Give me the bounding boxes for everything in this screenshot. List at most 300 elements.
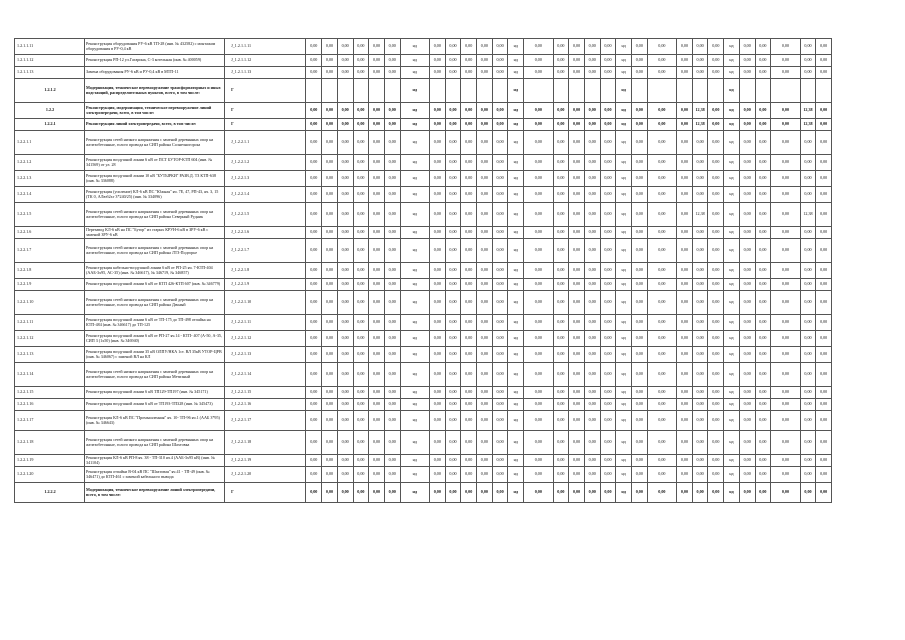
value-cell: 0,00 bbox=[553, 103, 569, 119]
project-name: Реконструкция воздушной линии 6 кВ от ТП-175 до ТП-498 отпайка на КТП-484 (инв. № 346617) до ТП-125 bbox=[85, 315, 225, 331]
value-cell: 0,00 bbox=[771, 399, 800, 411]
value-cell: 0,00 bbox=[647, 455, 676, 467]
value-cell: 0,00 bbox=[445, 171, 461, 187]
value-cell: 0,00 bbox=[429, 483, 445, 503]
value-cell: 0,00 bbox=[553, 131, 569, 155]
value-cell: нд bbox=[400, 455, 429, 467]
value-cell: 0,00 bbox=[816, 455, 832, 467]
table-row bbox=[15, 483, 895, 503]
value-cell: 0,00 bbox=[384, 399, 400, 411]
value-cell: 0,00 bbox=[816, 483, 832, 503]
value-cell: 0,00 bbox=[353, 131, 369, 155]
project-name: Реконструкция сетей низкого напряжения с заменой деревянных опор на железобетонные, голого провода на СИП района ЛТЗ-Подгорье bbox=[85, 239, 225, 263]
value-cell: 0,00 bbox=[584, 227, 600, 239]
value-cell: 0,00 bbox=[353, 483, 369, 503]
value-cell: 0,00 bbox=[647, 279, 676, 291]
row-number: 1.2.2 bbox=[15, 103, 85, 119]
value-cell: 0,00 bbox=[677, 187, 693, 203]
project-name: Модернизация, техническое перевооружение линий электропередачи, всего, в том числе: bbox=[85, 483, 225, 503]
value-cell: нд bbox=[508, 291, 524, 315]
value-cell: 0,00 bbox=[384, 227, 400, 239]
value-cell: 0,00 bbox=[569, 483, 585, 503]
value-cell: 0,00 bbox=[755, 331, 771, 347]
value-cell: нд bbox=[508, 239, 524, 263]
table-row bbox=[15, 455, 895, 467]
project-code: J_1.2.2.1.12 bbox=[225, 331, 306, 347]
project-code: J_1.2.1.1.12 bbox=[225, 55, 306, 67]
value-cell: нд bbox=[724, 399, 740, 411]
value-cell: 0,00 bbox=[677, 455, 693, 467]
project-name: Замена оборудования РУ-6 кВ и РУ-0,4 кВ в МТП-11 bbox=[85, 67, 225, 79]
value-cell: 0,00 bbox=[816, 363, 832, 387]
value-cell: 0,00 bbox=[816, 67, 832, 79]
project-name: Реконструкция линий электропередачи, всего, в том числе: bbox=[85, 119, 225, 131]
value-cell: 0,00 bbox=[322, 203, 338, 227]
value-cell bbox=[631, 79, 647, 103]
value-cell: 0,00 bbox=[647, 67, 676, 79]
value-cell: 0,00 bbox=[739, 103, 755, 119]
project-name: Реконструкция сетей низкого напряжения с заменой деревянных опор на железобетонные, голого провода на СИП района Шахтовка bbox=[85, 431, 225, 455]
value-cell: 0,00 bbox=[816, 431, 832, 455]
value-cell: 0,00 bbox=[492, 399, 508, 411]
value-cell: нд bbox=[400, 79, 429, 103]
row-number: 1.2.2.1.4 bbox=[15, 187, 85, 203]
value-cell: 0,00 bbox=[677, 67, 693, 79]
project-code: J_1.2.2.1.3 bbox=[225, 171, 306, 187]
project-name: Реконструкция сетей низкого напряжения с заменой деревянных опор на железобетонные, голого провода на СИП района Солнечногорска bbox=[85, 131, 225, 155]
row-number: 1.2.1.1.13 bbox=[15, 67, 85, 79]
value-cell: 0,00 bbox=[524, 399, 553, 411]
value-cell: 0,00 bbox=[647, 55, 676, 67]
value-cell: нд bbox=[616, 227, 632, 239]
value-cell: нд bbox=[616, 279, 632, 291]
value-cell: нд bbox=[508, 227, 524, 239]
value-cell: 0,00 bbox=[739, 39, 755, 55]
value-cell: нд bbox=[616, 79, 632, 103]
value-cell: 0,00 bbox=[677, 315, 693, 331]
table-row bbox=[15, 399, 895, 411]
value-cell: 0,00 bbox=[631, 171, 647, 187]
value-cell: 0,00 bbox=[755, 455, 771, 467]
value-cell: 0,00 bbox=[353, 55, 369, 67]
value-cell: 0,00 bbox=[755, 203, 771, 227]
table-row bbox=[15, 279, 895, 291]
value-cell: 0,00 bbox=[445, 119, 461, 131]
value-cell: 0,00 bbox=[369, 131, 385, 155]
value-cell: 0,00 bbox=[353, 291, 369, 315]
value-cell: 0,00 bbox=[584, 203, 600, 227]
value-cell: нд bbox=[508, 67, 524, 79]
project-code: Г bbox=[225, 483, 306, 503]
value-cell: 0,00 bbox=[771, 171, 800, 187]
value-cell: 0,00 bbox=[677, 55, 693, 67]
value-cell: 0,00 bbox=[337, 103, 353, 119]
value-cell: 0,00 bbox=[384, 39, 400, 55]
value-cell: нд bbox=[400, 171, 429, 187]
value-cell: нд bbox=[616, 171, 632, 187]
value-cell: 0,00 bbox=[461, 203, 477, 227]
row-number: 1.2.2.1.20 bbox=[15, 467, 85, 483]
value-cell: нд bbox=[400, 431, 429, 455]
value-cell: 0,00 bbox=[771, 227, 800, 239]
table-row bbox=[15, 55, 895, 67]
value-cell: 0,00 bbox=[429, 347, 445, 363]
value-cell: нд bbox=[616, 363, 632, 387]
value-cell: 0,00 bbox=[677, 291, 693, 315]
value-cell: 0,00 bbox=[755, 131, 771, 155]
value-cell: 0,00 bbox=[677, 431, 693, 455]
value-cell: нд bbox=[508, 171, 524, 187]
project-name: Реконструкция кабельно-воздушной линии 6 кВ от РП-25 яч. 7-КТП-404 (ААБ-3х95, АС-35) (инв. № 346617), № 346719, № 346857) bbox=[85, 263, 225, 279]
value-cell: 0,00 bbox=[708, 227, 724, 239]
value-cell: 0,00 bbox=[322, 279, 338, 291]
value-cell: 0,00 bbox=[800, 431, 816, 455]
value-cell: 0,00 bbox=[429, 227, 445, 239]
value-cell bbox=[461, 79, 477, 103]
value-cell: 0,00 bbox=[816, 103, 832, 119]
value-cell: 0,00 bbox=[631, 239, 647, 263]
value-cell: 0,00 bbox=[771, 411, 800, 431]
value-cell: 0,00 bbox=[353, 103, 369, 119]
value-cell: 0,00 bbox=[524, 467, 553, 483]
value-cell: 0,00 bbox=[369, 55, 385, 67]
value-cell: 0,00 bbox=[631, 455, 647, 467]
value-cell: 0,00 bbox=[353, 431, 369, 455]
value-cell: 0,00 bbox=[569, 119, 585, 131]
value-cell: 0,00 bbox=[461, 467, 477, 483]
value-cell: 0,00 bbox=[800, 399, 816, 411]
value-cell: 0,00 bbox=[306, 239, 322, 263]
value-cell: 0,00 bbox=[461, 387, 477, 399]
value-cell: 0,00 bbox=[337, 387, 353, 399]
value-cell: 0,00 bbox=[771, 387, 800, 399]
value-cell: 0,00 bbox=[692, 55, 708, 67]
value-cell: нд bbox=[400, 291, 429, 315]
value-cell: нд bbox=[616, 483, 632, 503]
value-cell: 0,00 bbox=[461, 331, 477, 347]
value-cell: 0,00 bbox=[647, 203, 676, 227]
value-cell: 0,00 bbox=[353, 155, 369, 171]
value-cell: 0,00 bbox=[708, 131, 724, 155]
value-cell: 0,00 bbox=[445, 483, 461, 503]
row-number: 1.2.2.1.12 bbox=[15, 331, 85, 347]
value-cell: 0,00 bbox=[692, 399, 708, 411]
value-cell: 0,00 bbox=[569, 171, 585, 187]
value-cell: 0,00 bbox=[524, 187, 553, 203]
table-row bbox=[15, 315, 895, 331]
value-cell: 0,00 bbox=[429, 331, 445, 347]
value-cell: 0,00 bbox=[369, 387, 385, 399]
value-cell: 0,00 bbox=[800, 455, 816, 467]
value-cell: 0,00 bbox=[755, 467, 771, 483]
value-cell: 0,00 bbox=[631, 363, 647, 387]
value-cell: 0,00 bbox=[306, 187, 322, 203]
value-cell: 0,00 bbox=[445, 411, 461, 431]
value-cell: 0,00 bbox=[692, 467, 708, 483]
project-code: J_1.2.2.1.1 bbox=[225, 131, 306, 155]
value-cell: нд bbox=[400, 55, 429, 67]
value-cell: 0,00 bbox=[429, 291, 445, 315]
value-cell: нд bbox=[508, 431, 524, 455]
value-cell: 0,00 bbox=[445, 227, 461, 239]
value-cell: 0,00 bbox=[692, 363, 708, 387]
value-cell: 0,00 bbox=[631, 399, 647, 411]
value-cell: 0,00 bbox=[600, 119, 616, 131]
value-cell: 0,00 bbox=[337, 131, 353, 155]
value-cell: нд bbox=[616, 67, 632, 79]
value-cell: 0,00 bbox=[353, 39, 369, 55]
value-cell: 0,00 bbox=[739, 455, 755, 467]
value-cell: нд bbox=[508, 39, 524, 55]
value-cell: 0,00 bbox=[353, 119, 369, 131]
value-cell: 0,00 bbox=[384, 131, 400, 155]
value-cell: 0,00 bbox=[306, 131, 322, 155]
value-cell: 0,00 bbox=[306, 347, 322, 363]
value-cell: 0,00 bbox=[337, 227, 353, 239]
value-cell: нд bbox=[616, 387, 632, 399]
value-cell bbox=[369, 79, 385, 103]
value-cell: 0,00 bbox=[322, 119, 338, 131]
value-cell: 12,38 bbox=[692, 103, 708, 119]
value-cell: 0,00 bbox=[369, 39, 385, 55]
value-cell: 0,00 bbox=[445, 467, 461, 483]
value-cell: 0,00 bbox=[677, 411, 693, 431]
value-cell: 0,00 bbox=[600, 203, 616, 227]
value-cell: 0,00 bbox=[445, 315, 461, 331]
value-cell: 0,00 bbox=[800, 67, 816, 79]
value-cell: 0,00 bbox=[337, 171, 353, 187]
value-cell: 0,00 bbox=[771, 347, 800, 363]
value-cell: 0,00 bbox=[771, 455, 800, 467]
row-number: 1.2.2.1.14 bbox=[15, 363, 85, 387]
value-cell: 0,00 bbox=[755, 291, 771, 315]
value-cell: 0,00 bbox=[445, 331, 461, 347]
value-cell: нд bbox=[616, 39, 632, 55]
value-cell: 0,00 bbox=[800, 291, 816, 315]
value-cell: нд bbox=[724, 155, 740, 171]
value-cell: нд bbox=[724, 279, 740, 291]
value-cell: 0,00 bbox=[708, 363, 724, 387]
value-cell: 0,00 bbox=[461, 315, 477, 331]
value-cell: 0,00 bbox=[569, 155, 585, 171]
value-cell: 0,00 bbox=[337, 279, 353, 291]
value-cell: 0,00 bbox=[800, 39, 816, 55]
value-cell: нд bbox=[616, 187, 632, 203]
value-cell: 0,00 bbox=[739, 279, 755, 291]
value-cell: нд bbox=[616, 155, 632, 171]
value-cell: 0,00 bbox=[492, 119, 508, 131]
value-cell bbox=[429, 79, 445, 103]
value-cell: 0,00 bbox=[677, 131, 693, 155]
value-cell: 0,00 bbox=[677, 483, 693, 503]
value-cell: 0,00 bbox=[445, 239, 461, 263]
value-cell: 0,00 bbox=[800, 363, 816, 387]
value-cell: 0,00 bbox=[492, 279, 508, 291]
value-cell: 0,00 bbox=[631, 431, 647, 455]
value-cell: 0,00 bbox=[771, 203, 800, 227]
row-number: 1.2.2.1.19 bbox=[15, 455, 85, 467]
project-name: Реконструкция отпайки В-04 кВ ПС "Шахтовая" яч.41 - ТП-49 (инв. № 346471) до КТП-461 с заменой кабельного вывода bbox=[85, 467, 225, 483]
value-cell: 0,00 bbox=[739, 483, 755, 503]
value-cell: 0,00 bbox=[600, 387, 616, 399]
value-cell: 0,00 bbox=[322, 315, 338, 331]
value-cell: 0,00 bbox=[816, 315, 832, 331]
project-code: J_1.2.2.1.10 bbox=[225, 291, 306, 315]
project-code: Г bbox=[225, 79, 306, 103]
value-cell: 0,00 bbox=[569, 279, 585, 291]
value-cell: 0,00 bbox=[477, 119, 493, 131]
value-cell: 0,00 bbox=[306, 291, 322, 315]
value-cell: 0,00 bbox=[800, 411, 816, 431]
value-cell: нд bbox=[508, 363, 524, 387]
value-cell: 0,00 bbox=[771, 187, 800, 203]
value-cell: 0,00 bbox=[492, 203, 508, 227]
value-cell: 12,38 bbox=[692, 119, 708, 131]
value-cell: 0,00 bbox=[631, 227, 647, 239]
value-cell: 0,00 bbox=[755, 387, 771, 399]
value-cell: 0,00 bbox=[631, 291, 647, 315]
value-cell: нд bbox=[616, 263, 632, 279]
value-cell: 0,00 bbox=[569, 387, 585, 399]
value-cell: 0,00 bbox=[477, 239, 493, 263]
value-cell: 0,00 bbox=[384, 155, 400, 171]
value-cell: 0,00 bbox=[739, 67, 755, 79]
value-cell: 0,00 bbox=[384, 483, 400, 503]
value-cell: 0,00 bbox=[429, 39, 445, 55]
value-cell: 0,00 bbox=[445, 363, 461, 387]
value-cell: 0,00 bbox=[445, 347, 461, 363]
value-cell: 0,00 bbox=[600, 347, 616, 363]
value-cell: 0,00 bbox=[569, 291, 585, 315]
value-cell: 0,00 bbox=[584, 431, 600, 455]
value-cell: 0,00 bbox=[429, 263, 445, 279]
value-cell: 0,00 bbox=[306, 363, 322, 387]
value-cell: 0,00 bbox=[708, 119, 724, 131]
value-cell: нд bbox=[508, 119, 524, 131]
value-cell: 0,00 bbox=[369, 347, 385, 363]
value-cell: 0,00 bbox=[631, 203, 647, 227]
value-cell: 0,00 bbox=[524, 347, 553, 363]
value-cell: 0,00 bbox=[306, 263, 322, 279]
table-row bbox=[15, 39, 895, 55]
value-cell: 0,00 bbox=[337, 39, 353, 55]
value-cell: 0,00 bbox=[584, 103, 600, 119]
value-cell: 0,00 bbox=[569, 315, 585, 331]
value-cell: 0,00 bbox=[306, 411, 322, 431]
value-cell: 0,00 bbox=[306, 279, 322, 291]
value-cell: 0,00 bbox=[816, 155, 832, 171]
value-cell: 0,00 bbox=[322, 263, 338, 279]
value-cell: 0,00 bbox=[429, 399, 445, 411]
value-cell: 0,00 bbox=[647, 103, 676, 119]
value-cell: 0,00 bbox=[569, 39, 585, 55]
row-number: 1.2.2.1.3 bbox=[15, 171, 85, 187]
table-row bbox=[15, 411, 895, 431]
value-cell: 0,00 bbox=[600, 263, 616, 279]
value-cell: 0,00 bbox=[524, 411, 553, 431]
value-cell: 0,00 bbox=[647, 399, 676, 411]
value-cell: 0,00 bbox=[771, 103, 800, 119]
value-cell: 0,00 bbox=[369, 363, 385, 387]
value-cell: 0,00 bbox=[461, 363, 477, 387]
row-number: 1.2.2.1.13 bbox=[15, 347, 85, 363]
value-cell: 0,00 bbox=[708, 331, 724, 347]
value-cell: нд bbox=[724, 187, 740, 203]
value-cell: 0,00 bbox=[584, 387, 600, 399]
value-cell: 0,00 bbox=[445, 455, 461, 467]
value-cell: 0,00 bbox=[322, 387, 338, 399]
value-cell: 0,00 bbox=[369, 239, 385, 263]
table-row bbox=[15, 131, 895, 155]
value-cell: 0,00 bbox=[631, 187, 647, 203]
value-cell: 0,00 bbox=[337, 155, 353, 171]
table-row bbox=[15, 103, 895, 119]
value-cell: 0,00 bbox=[461, 155, 477, 171]
value-cell: 0,00 bbox=[569, 203, 585, 227]
value-cell: 0,00 bbox=[708, 315, 724, 331]
value-cell: 0,00 bbox=[584, 39, 600, 55]
value-cell: 0,00 bbox=[322, 187, 338, 203]
value-cell: 0,00 bbox=[816, 411, 832, 431]
value-cell: нд bbox=[724, 387, 740, 399]
value-cell: 0,00 bbox=[816, 131, 832, 155]
value-cell: нд bbox=[400, 347, 429, 363]
value-cell: нд bbox=[400, 279, 429, 291]
table-row bbox=[15, 67, 895, 79]
value-cell: 0,00 bbox=[429, 315, 445, 331]
value-cell: 0,00 bbox=[692, 263, 708, 279]
value-cell: 0,00 bbox=[322, 39, 338, 55]
value-cell: 0,00 bbox=[353, 263, 369, 279]
value-cell: 0,00 bbox=[524, 431, 553, 455]
value-cell: 0,00 bbox=[322, 363, 338, 387]
value-cell: 0,00 bbox=[771, 315, 800, 331]
value-cell: 0,00 bbox=[692, 331, 708, 347]
value-cell: 0,00 bbox=[461, 171, 477, 187]
project-name: Реконструкция сетей низкого напряжения с заменой деревянных опор на железобетонные, голого провода на СИП района Северный Рудник bbox=[85, 203, 225, 227]
value-cell: 0,00 bbox=[755, 411, 771, 431]
value-cell: нд bbox=[724, 467, 740, 483]
value-cell: нд bbox=[508, 279, 524, 291]
value-cell: 0,00 bbox=[492, 315, 508, 331]
value-cell: 0,00 bbox=[600, 239, 616, 263]
value-cell: 0,00 bbox=[553, 411, 569, 431]
value-cell: 0,00 bbox=[492, 483, 508, 503]
row-number: 1.2.2.1.11 bbox=[15, 315, 85, 331]
value-cell: 0,00 bbox=[306, 387, 322, 399]
value-cell: 0,00 bbox=[800, 131, 816, 155]
value-cell: 0,00 bbox=[524, 171, 553, 187]
value-cell: 0,00 bbox=[306, 103, 322, 119]
project-code: J_1.2.2.1.11 bbox=[225, 315, 306, 331]
value-cell: 0,00 bbox=[677, 387, 693, 399]
value-cell: 0,00 bbox=[647, 227, 676, 239]
value-cell: 0,00 bbox=[569, 399, 585, 411]
value-cell: 0,00 bbox=[553, 239, 569, 263]
value-cell: 0,00 bbox=[755, 119, 771, 131]
value-cell: нд bbox=[724, 103, 740, 119]
value-cell: 0,00 bbox=[692, 187, 708, 203]
value-cell: 0,00 bbox=[384, 239, 400, 263]
value-cell: 0,00 bbox=[322, 227, 338, 239]
value-cell: 0,00 bbox=[631, 67, 647, 79]
value-cell: нд bbox=[724, 315, 740, 331]
value-cell: 0,00 bbox=[647, 155, 676, 171]
value-cell: 0,00 bbox=[771, 39, 800, 55]
value-cell: нд bbox=[724, 203, 740, 227]
value-cell: 0,00 bbox=[553, 155, 569, 171]
value-cell: нд bbox=[724, 119, 740, 131]
